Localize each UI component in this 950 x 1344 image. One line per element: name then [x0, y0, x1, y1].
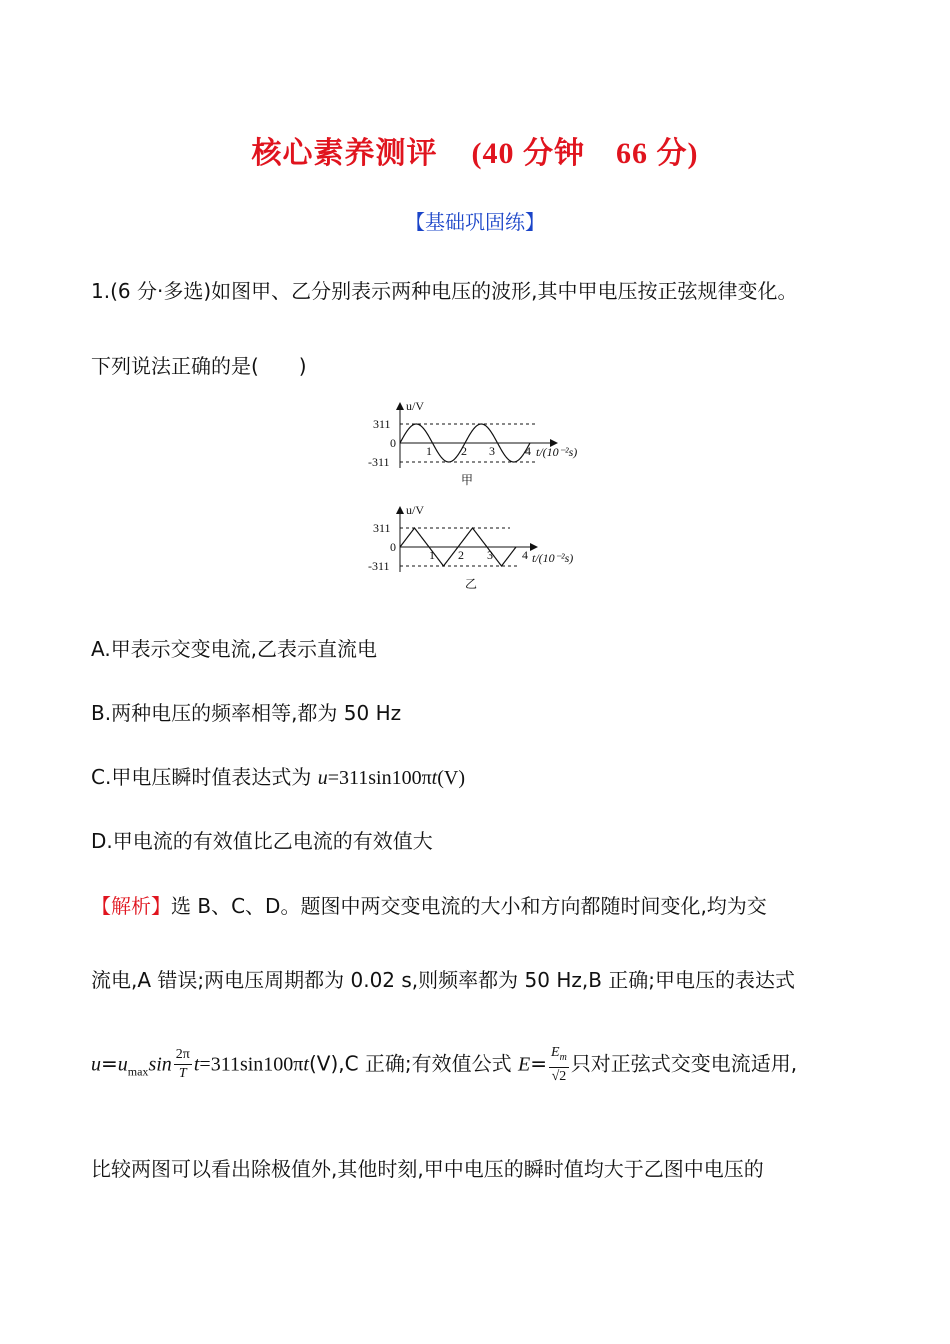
option-b: B.两种电压的频率相等,都为 50 Hz	[91, 701, 402, 725]
analysis-line-3	[91, 1044, 797, 1086]
formula-value: =311sin100π	[199, 1053, 304, 1076]
formula-sin: sin	[148, 1053, 172, 1076]
tick-2: 2	[458, 548, 464, 562]
formula-umax: u	[117, 1053, 128, 1076]
tick-3: 3	[489, 444, 495, 458]
formula-fraction-em-over-sqrt2	[549, 1044, 569, 1086]
analysis-line-4: 比较两图可以看出除极值外,其他时刻,甲中电压的瞬时值均大于乙图中电压的	[91, 1157, 764, 1181]
formula-max-sub: max	[127, 1064, 149, 1079]
tick-2: 2	[461, 444, 467, 458]
y-zero-label: 0	[390, 540, 396, 554]
formula-after: (V),C 正确;有效值公式	[308, 1051, 519, 1076]
analysis-tag: 【解析】	[91, 894, 171, 918]
figure-caption: 甲	[461, 473, 474, 487]
figure-yi-triangle	[360, 502, 600, 597]
y-max-label: 311	[373, 521, 391, 535]
formula-e: E	[518, 1053, 531, 1076]
formula-t: t	[193, 1053, 200, 1076]
section-heading: 【基础巩固练】	[405, 210, 545, 234]
fraction-em-sub: m	[559, 1051, 567, 1063]
tick-4: 4	[522, 548, 528, 562]
y-axis-arrow	[396, 506, 404, 514]
tick-1: 1	[429, 548, 435, 562]
analysis-line-1-text: 选 B、C、D。题图中两交变电流的大小和方向都随时间变化,均为交	[171, 894, 767, 918]
y-min-label: -311	[368, 559, 390, 573]
y-min-label: -311	[368, 455, 390, 469]
formula-equals-2: =	[530, 1051, 548, 1076]
option-c-prefix: C.甲电压瞬时值表达式为	[91, 765, 318, 789]
y-axis-arrow	[396, 402, 404, 410]
option-d: D.甲电流的有效值比乙电流的有效值大	[91, 829, 433, 853]
formula-equals: =	[101, 1051, 118, 1076]
option-c	[91, 761, 465, 790]
option-c-t: t	[431, 767, 438, 789]
fraction-numerator: 2π	[174, 1046, 192, 1065]
fraction-em	[549, 1044, 569, 1068]
y-zero-label: 0	[390, 436, 396, 450]
tick-3: 3	[487, 548, 493, 562]
title-main: 核心素养测评	[251, 136, 438, 171]
y-max-label: 311	[373, 417, 391, 431]
analysis-line-2: 流电,A 错误;两电压周期都为 0.02 s,则频率都为 50 Hz,B 正确;甲电压的表达式	[91, 968, 796, 992]
formula-fraction-2pi-over-T	[174, 1046, 192, 1083]
x-axis-arrow	[530, 543, 538, 551]
x-axis-label: t/(10⁻²s)	[536, 445, 578, 459]
formula-u: u	[91, 1053, 101, 1076]
x-axis-label: t/(10⁻²s)	[532, 551, 574, 565]
figure-jia-sine	[360, 398, 600, 493]
title-time-score: (40 分钟 66 分)	[471, 137, 699, 170]
tick-4: 4	[525, 444, 531, 458]
y-axis-label: u/V	[406, 503, 424, 517]
page-title	[0, 128, 950, 172]
formula-t2: t	[303, 1053, 309, 1076]
fraction-denominator: T	[178, 1066, 187, 1082]
fraction-sqrt2: √2	[551, 1068, 567, 1084]
option-c-suffix: (V)	[437, 767, 465, 789]
question-line-1: 1.(6 分·多选)如图甲、乙分别表示两种电压的波形,其中甲电压按正弦规律变化。	[91, 279, 798, 303]
formula-tail: 只对正弦式交变电流适用,	[570, 1051, 798, 1076]
option-a: A.甲表示交变电流,乙表示直流电	[91, 637, 378, 661]
option-c-u: u	[317, 767, 328, 789]
tick-1: 1	[426, 444, 432, 458]
fraction-em-letter: E	[551, 1045, 560, 1060]
analysis-line-1	[91, 890, 767, 919]
y-axis-label: u/V	[406, 399, 424, 413]
figure-caption: 乙	[465, 577, 478, 591]
option-c-expr: =311sin100π	[327, 767, 432, 789]
question-line-2: 下列说法正确的是( )	[91, 354, 307, 378]
